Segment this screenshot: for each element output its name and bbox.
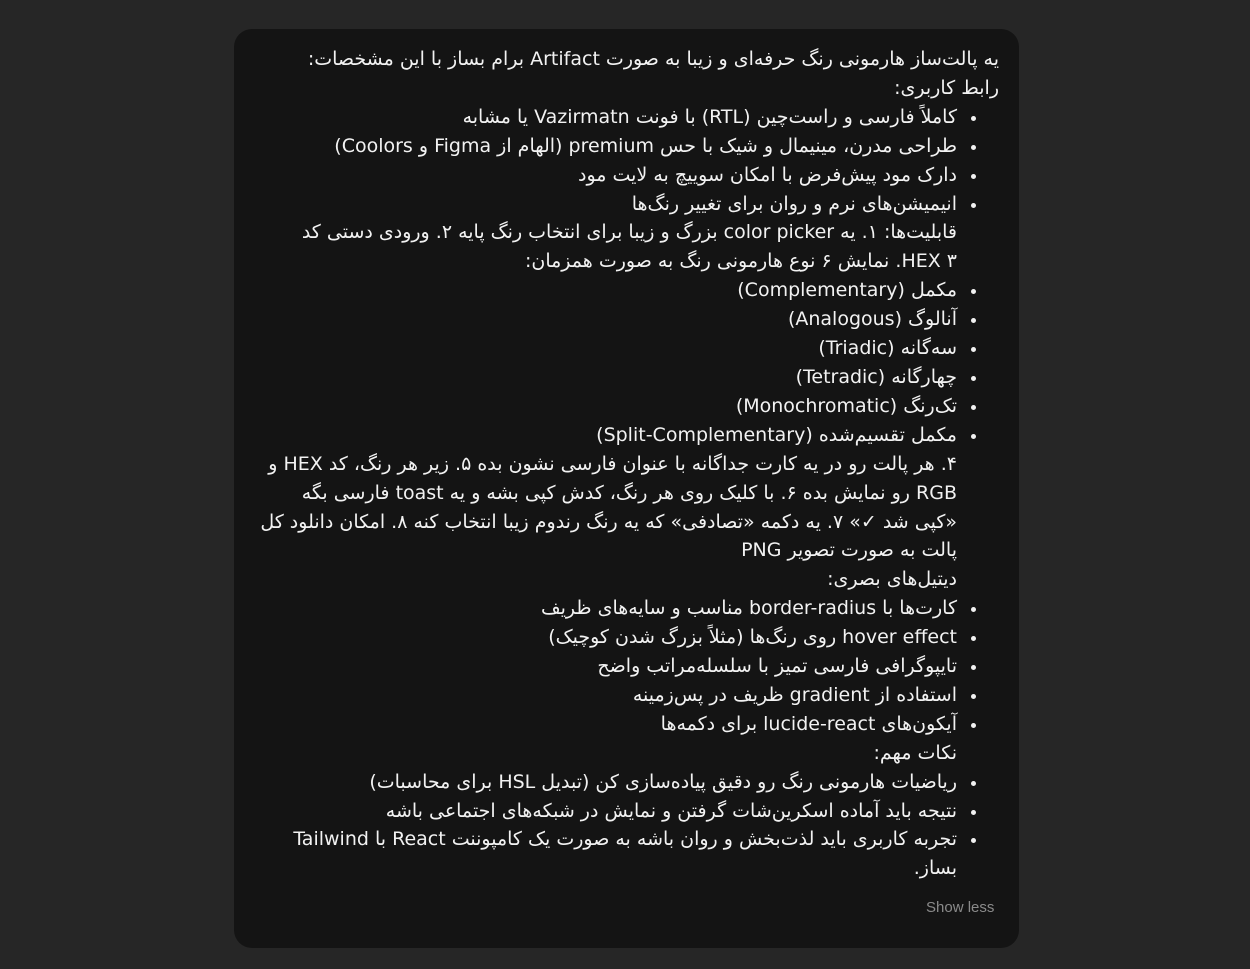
harmony-list: [260, 276, 999, 449]
message-body: [260, 45, 999, 883]
list-item: نتیجه باید آماده اسکرین‌شات گرفتن و نمایش در شبکه‌های اجتماعی باشه: [260, 797, 957, 826]
show-less-button[interactable]: Show less: [926, 899, 995, 916]
list-item: کاملاً فارسی و راست‌چین (RTL) با فونت Vazirmatn یا مشابه: [260, 103, 957, 132]
list-item: تجربه کاربری باید لذت‌بخش و روان باشه به صورت یک کامپوننت React با Tailwind بساز.: [260, 825, 957, 883]
message-intro: یه پالت‌ساز هارمونی رنگ حرفه‌ای و زیبا به صورت Artifact برام بساز با این مشخصات:: [307, 48, 999, 70]
list-item: طراحی مدرن، مینیمال و شیک با حس premium (الهام از Figma و Coolors): [260, 132, 957, 161]
notes-heading: نکات مهم:: [873, 741, 957, 764]
user-message-bubble: [234, 29, 1019, 948]
list-item: ریاضیات هارمونی رنگ رو دقیق پیاده‌سازی کن (تبدیل HSL برای محاسبات): [260, 768, 957, 797]
ui-list: [260, 103, 999, 219]
list-item: چهارگانه (Tetradic): [260, 363, 957, 392]
list-item: hover effect روی رنگ‌ها (مثلاً بزرگ شدن کوچیک): [260, 623, 957, 652]
list-item: سه‌گانه (Triadic): [260, 334, 957, 363]
list-item: کارت‌ها با border-radius مناسب و سایه‌های ظریف: [260, 594, 957, 623]
features-text: قابلیت‌ها: ۱. یه color picker بزرگ و زیبا برای انتخاب رنگ پایه ۲. ورودی دستی کد HEX ۳. نمایش ۶ نوع هارمونی رنگ به صورت همزمان:: [301, 221, 957, 273]
list-item: تک‌رنگ (Monochromatic): [260, 392, 957, 421]
list-item: آیکون‌های lucide-react برای دکمه‌ها: [260, 710, 957, 739]
list-item: مکمل (Complementary): [260, 276, 957, 305]
list-item: آنالوگ (Analogous): [260, 305, 957, 334]
list-item: مکمل تقسیم‌شده (Split-Complementary): [260, 421, 957, 450]
features-continued: ۴. هر پالت رو در یه کارت جداگانه با عنوان فارسی نشون بده ۵. زیر هر رنگ، کد HEX و RGB رو نمایش بده ۶. با کلیک روی هر رنگ، کدش کپی بشه و یه toast فارسی بگه «کپی شد ✓» ۷. یه دکمه «تصادفی» که یه رنگ رندوم زیبا انتخاب کنه ۸. امکان دانلود کل پالت به صورت تصویر PNG: [260, 452, 957, 562]
notes-list: [260, 768, 999, 884]
visual-heading: دیتیل‌های بصری:: [827, 568, 957, 591]
list-item: استفاده از gradient ظریف در پس‌زمینه: [260, 681, 957, 710]
list-item: دارک مود پیش‌فرض با امکان سوییچ به لایت مود: [260, 161, 957, 190]
list-item: انیمیشن‌های نرم و روان برای تغییر رنگ‌ها: [260, 190, 957, 219]
list-item: تایپوگرافی فارسی تمیز با سلسله‌مراتب واضح: [260, 652, 957, 681]
ui-heading: رابط کاربری:: [894, 76, 999, 99]
visual-list: [260, 594, 999, 739]
